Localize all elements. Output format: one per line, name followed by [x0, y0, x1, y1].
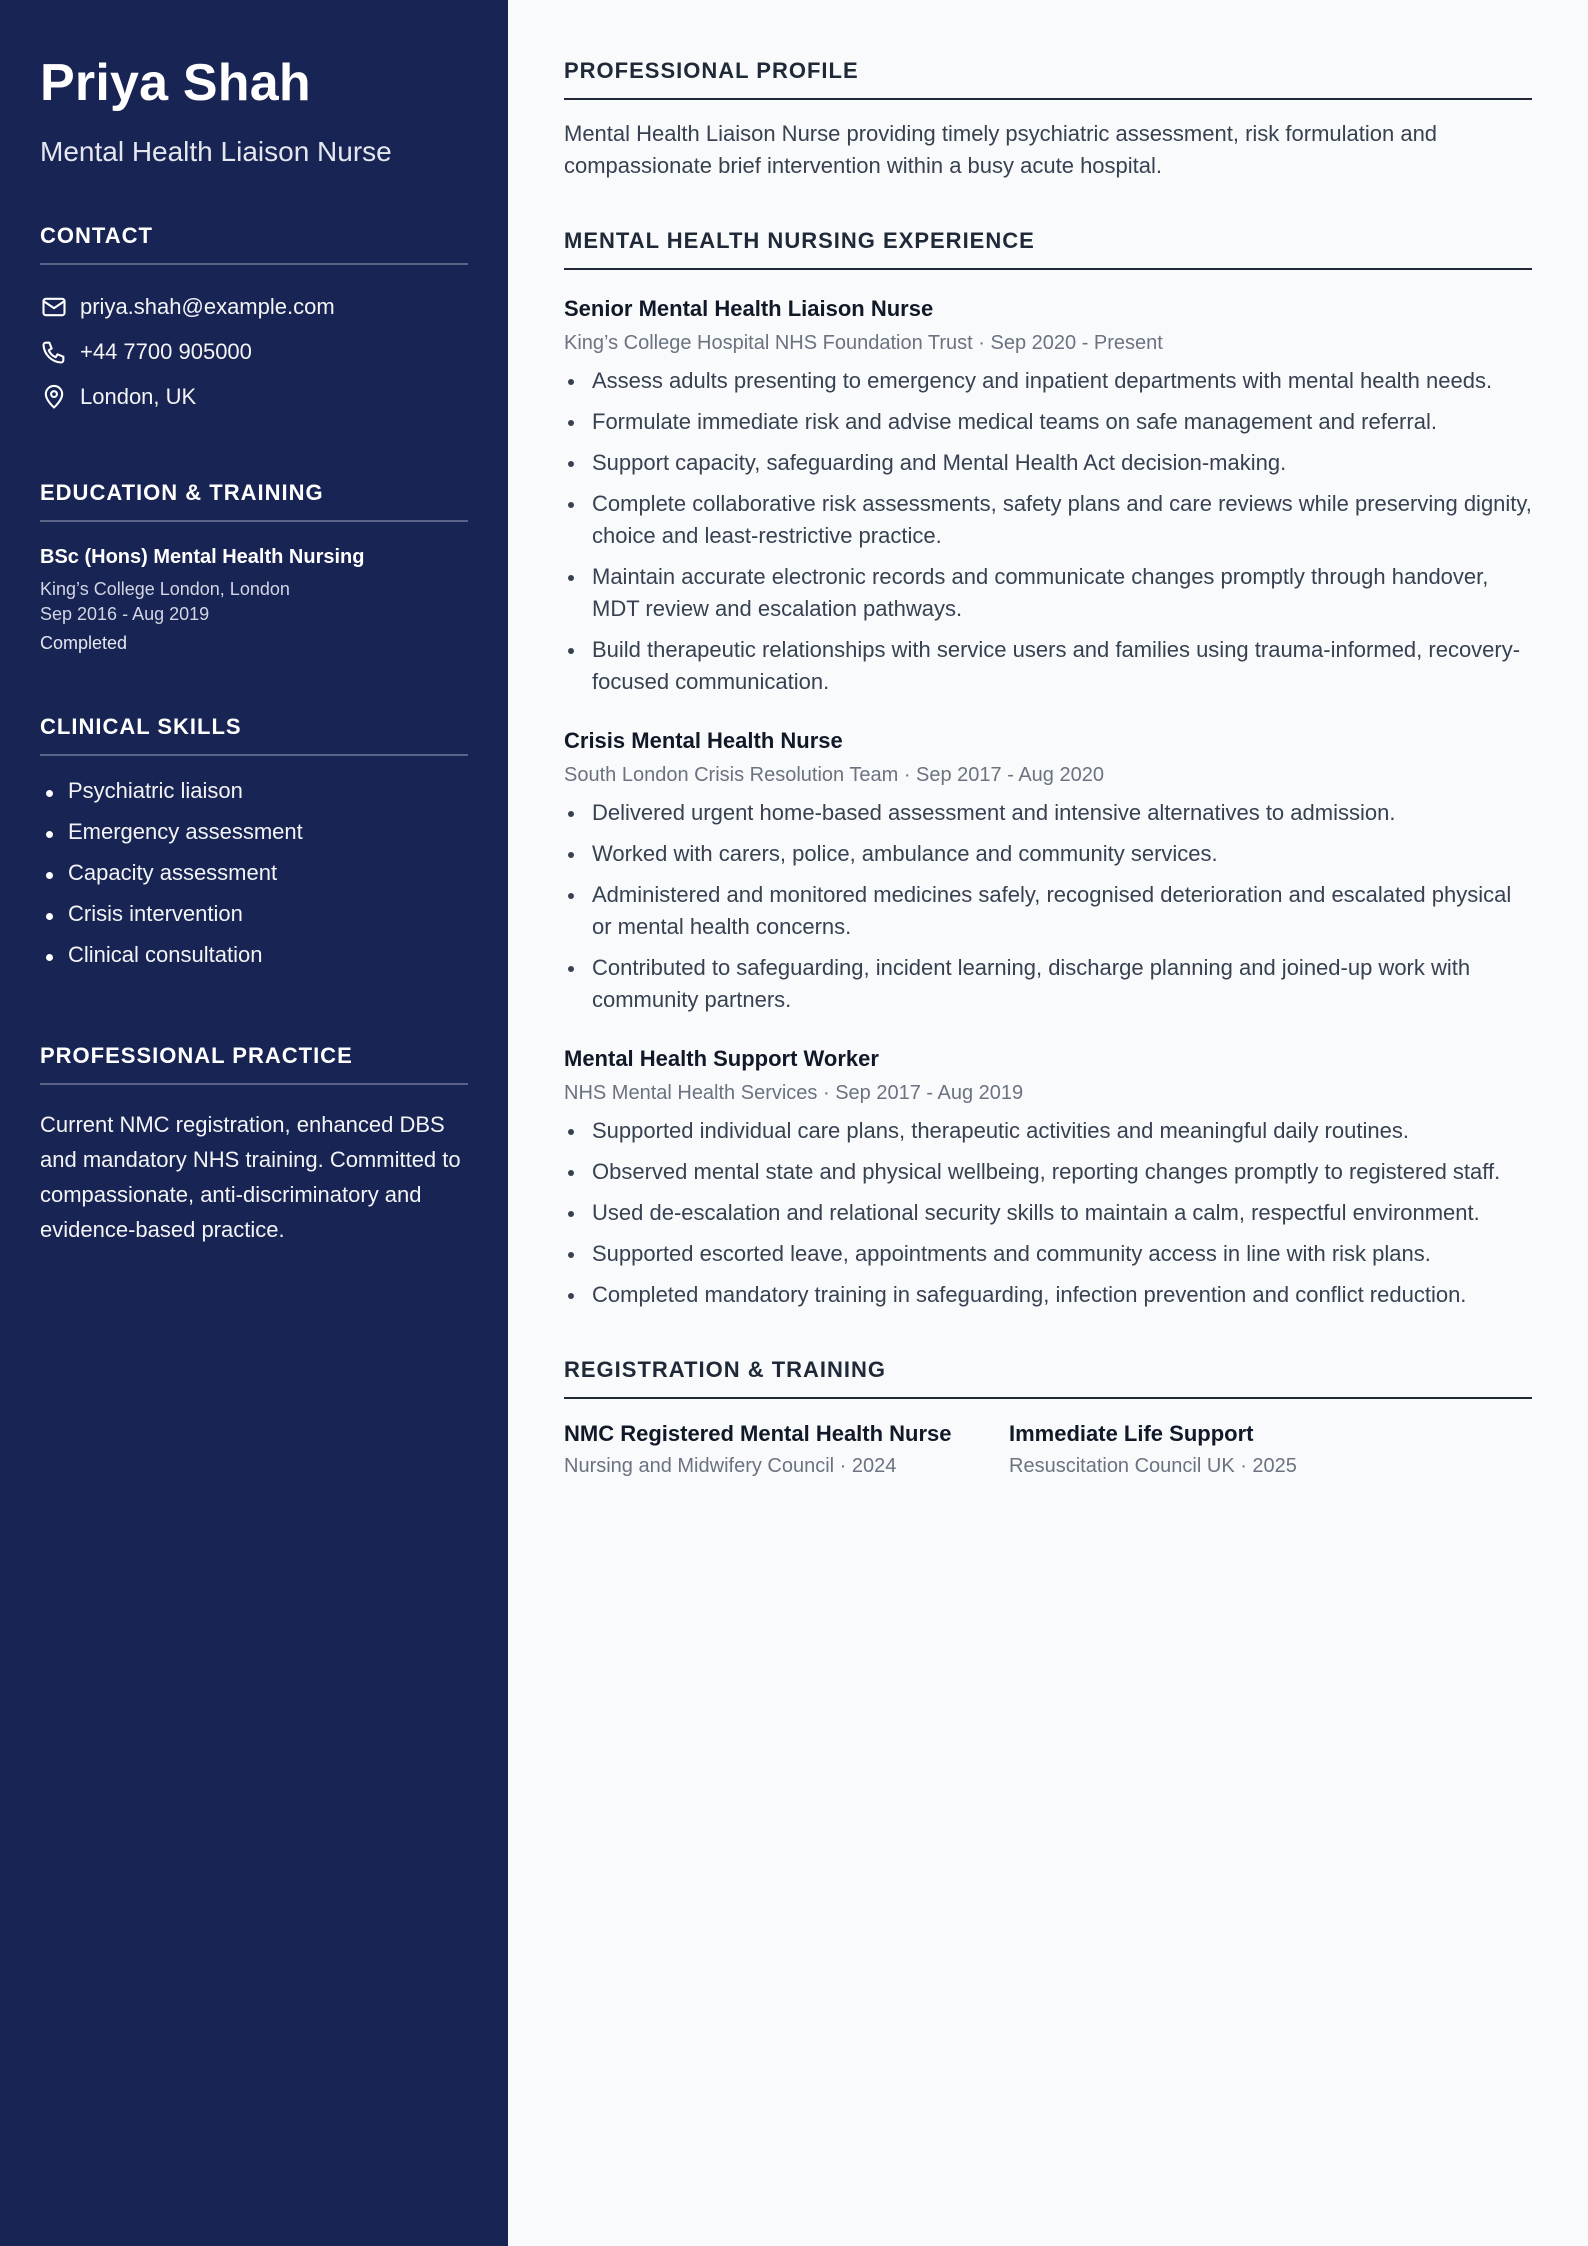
- skill-item: Emergency assessment: [40, 819, 468, 860]
- profile-heading: PROFESSIONAL PROFILE: [564, 58, 1532, 100]
- job-bullet: Supported individual care plans, therapeutic activities and meaningful daily routines.: [564, 1115, 1532, 1147]
- job-title: Mental Health Support Worker: [564, 1046, 879, 1071]
- profile-section: [564, 58, 1532, 182]
- registration-grid: [564, 1421, 1532, 1478]
- job-title: Crisis Mental Health Nurse: [564, 728, 843, 753]
- registration-title: NMC Registered Mental Health Nurse: [564, 1421, 952, 1446]
- education-heading: EDUCATION & TRAINING: [40, 480, 468, 522]
- job-bullet: Assess adults presenting to emergency and inpatient departments with mental health needs.: [564, 365, 1532, 397]
- registration-item: [564, 1421, 1009, 1478]
- experience-heading: MENTAL HEALTH NURSING EXPERIENCE: [564, 228, 1532, 270]
- location-pin-icon: [40, 383, 68, 411]
- job-bullet: Formulate immediate risk and advise medical teams on safe management and referral.: [564, 406, 1532, 438]
- job-bullet: Completed mandatory training in safeguarding, infection prevention and conflict reduction.: [564, 1279, 1532, 1311]
- job-meta: NHS Mental Health Services · Sep 2017 - Aug 2019: [564, 1082, 1024, 1104]
- job-bullets: [564, 1115, 1532, 1311]
- skills-list: [40, 778, 468, 983]
- contact-section: [40, 223, 468, 420]
- job-meta: South London Crisis Resolution Team · Sep 2017 - Aug 2020: [564, 764, 1104, 786]
- skill-item: Psychiatric liaison: [40, 778, 468, 819]
- job-bullet: Contributed to safeguarding, incident learning, discharge planning and joined-up work with community partners.: [564, 952, 1532, 1016]
- phone-icon: [40, 338, 68, 366]
- mail-icon: [40, 293, 68, 321]
- practice-heading: PROFESSIONAL PRACTICE: [40, 1043, 468, 1085]
- job-bullets: [564, 365, 1532, 698]
- education-degree: BSc (Hons) Mental Health Nursing: [40, 545, 365, 568]
- job-bullet: Maintain accurate electronic records and communicate changes promptly through handover, MDT review and escalation pathways.: [564, 561, 1532, 625]
- candidate-role: Mental Health Liaison Nurse: [40, 136, 392, 168]
- contact-email-text: priya.shah@example.com: [80, 294, 335, 320]
- job-bullet: Worked with carers, police, ambulance and community services.: [564, 838, 1532, 870]
- candidate-name: Priya Shah: [40, 54, 311, 112]
- job-bullet: Delivered urgent home-based assessment and intensive alternatives to admission.: [564, 797, 1532, 829]
- skills-section: [40, 714, 468, 983]
- registration-meta: Resuscitation Council UK · 2025: [1009, 1455, 1297, 1477]
- main-content: [508, 0, 1588, 2246]
- education-school: King’s College London, London: [40, 578, 290, 599]
- job-entry: [564, 728, 1532, 1016]
- contact-phone-text: +44 7700 905000: [80, 339, 252, 365]
- contact-location: [40, 375, 468, 420]
- skills-heading: CLINICAL SKILLS: [40, 714, 468, 756]
- job-title: Senior Mental Health Liaison Nurse: [564, 296, 934, 321]
- education-dates: Sep 2016 - Aug 2019: [40, 603, 210, 624]
- skill-item: Crisis intervention: [40, 901, 468, 942]
- practice-text: Current NMC registration, enhanced DBS and mandatory NHS training. Committed to compassionate, anti-discriminatory and evidence-based practice.: [40, 1111, 461, 1242]
- registration-title: Immediate Life Support: [1009, 1421, 1254, 1446]
- education-status: Completed: [40, 632, 128, 653]
- profile-text: Mental Health Liaison Nurse providing timely psychiatric assessment, risk formulation and compassionate brief intervention within a busy acute hospital.: [564, 121, 1438, 178]
- skill-item: Clinical consultation: [40, 942, 468, 983]
- job-bullet: Administered and monitored medicines safely, recognised deterioration and escalated physical or mental health concerns.: [564, 879, 1532, 943]
- job-bullets: [564, 797, 1532, 1016]
- job-bullet: Observed mental state and physical wellbeing, reporting changes promptly to registered staff.: [564, 1156, 1532, 1188]
- job-bullet: Build therapeutic relationships with service users and families using trauma-informed, recovery-focused communication.: [564, 634, 1532, 698]
- skill-item: Capacity assessment: [40, 860, 468, 901]
- contact-heading: CONTACT: [40, 223, 468, 265]
- contact-location-text: London, UK: [80, 384, 197, 410]
- sidebar: [0, 0, 508, 2246]
- experience-section: [564, 228, 1532, 1311]
- job-entry: [564, 296, 1532, 698]
- practice-section: [40, 1043, 468, 1247]
- job-bullet: Complete collaborative risk assessments, safety plans and care reviews while preserving dignity, choice and least-restrictive practice.: [564, 488, 1532, 552]
- job-bullet: Supported escorted leave, appointments and community access in line with risk plans.: [564, 1238, 1532, 1270]
- job-entry: [564, 1046, 1532, 1311]
- contact-phone[interactable]: [40, 330, 468, 375]
- registration-item: [1009, 1421, 1454, 1478]
- job-meta: King’s College Hospital NHS Foundation Trust · Sep 2020 - Present: [564, 332, 1163, 354]
- job-bullet: Support capacity, safeguarding and Mental Health Act decision-making.: [564, 447, 1532, 479]
- education-section: [40, 480, 468, 654]
- registration-section: [564, 1357, 1532, 1478]
- registration-heading: REGISTRATION & TRAINING: [564, 1357, 1532, 1399]
- registration-meta: Nursing and Midwifery Council · 2024: [564, 1455, 897, 1477]
- contact-list: [40, 285, 468, 420]
- contact-email[interactable]: [40, 285, 468, 330]
- job-bullet: Used de-escalation and relational security skills to maintain a calm, respectful environment.: [564, 1197, 1532, 1229]
